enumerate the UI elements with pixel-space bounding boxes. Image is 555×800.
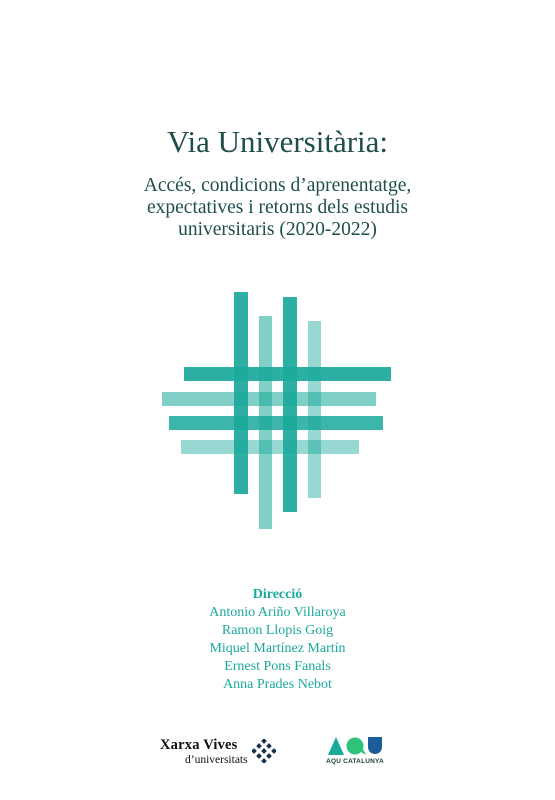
author-name: Anna Prades Nebot	[223, 677, 332, 692]
aqu-wordmark-icon	[326, 736, 384, 756]
author-name: Miquel Martínez Martín	[209, 641, 346, 656]
horizontal-bar	[181, 440, 359, 454]
book-title: Via Universitària:	[166, 124, 389, 159]
xarxa-vives-sub: d’universitats	[185, 754, 248, 766]
aqu-sub: AQU CATALUNYA	[326, 758, 384, 765]
subtitle-line: expectatives i retorns dels estudis	[146, 197, 408, 218]
aqu-catalunya-logo	[326, 736, 384, 772]
author-name: Ernest Pons Fanals	[224, 659, 331, 674]
subtitle-line: universitaris (2020-2022)	[178, 219, 377, 240]
horizontal-bar	[169, 416, 383, 430]
horizontal-bar	[184, 367, 391, 381]
author-name: Ramon Llopis Goig	[221, 623, 334, 638]
horizontal-bar	[162, 392, 376, 406]
direction-credits	[0, 586, 555, 694]
vertical-bar	[308, 321, 321, 498]
subtitle-line: Accés, condicions d’aprenentatge,	[143, 175, 412, 196]
credits-heading: Direcció	[252, 587, 303, 602]
diamond-grid-icon	[252, 739, 276, 763]
xarxa-vives-name: Xarxa Vives	[160, 737, 238, 753]
author-name: Antonio Ariño Villaroya	[209, 605, 346, 620]
xarxa-vives-logo	[160, 737, 280, 769]
